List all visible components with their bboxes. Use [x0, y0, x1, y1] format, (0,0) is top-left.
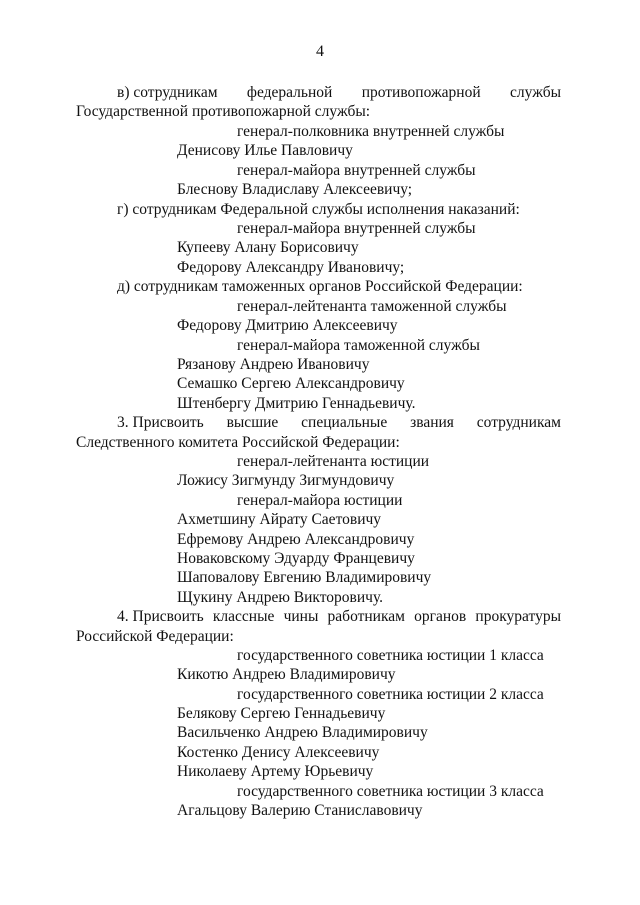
rank-label: государственного советника юстиции 1 класса	[237, 647, 544, 664]
person-name: Штенбергу Дмитрию Геннадьевичу.	[177, 395, 416, 412]
rank-label: государственного советника юстиции 2 класса	[237, 686, 544, 703]
person-name: Щукину Андрею Викторовичу.	[177, 589, 384, 606]
heading-word: прокуратуры	[475, 608, 561, 625]
person-name: Денисову Илье Павловичу	[177, 142, 353, 159]
section-d-heading: д) сотрудникам таможенных органов Российской Федерации:	[117, 278, 523, 295]
person-name: Васильченко Андрею Владимировичу	[177, 724, 428, 741]
person-name: Семашко Сергею Александровичу	[177, 375, 405, 392]
person-name: Николаеву Артему Юрьевичу	[177, 763, 374, 780]
heading-word: классные	[212, 608, 275, 625]
item-3-heading	[117, 413, 561, 432]
person-name: Агальцову Валерию Станиславовичу	[177, 802, 423, 819]
rank-label: генерал-лейтенанта юстиции	[237, 453, 430, 470]
person-name: Костенко Денису Алексеевичу	[177, 744, 380, 761]
person-name: Рязанову Андрею Ивановичу	[177, 356, 370, 373]
heading-word: органов	[414, 608, 467, 625]
person-name: Кикотю Андрею Владимировичу	[177, 666, 396, 683]
rank-label: генерал-майора юстиции	[237, 492, 403, 509]
heading-word: 4. Присвоить	[117, 608, 204, 625]
rank-label: генерал-майора внутренней службы	[237, 220, 476, 237]
person-name: Ефремову Андрею Александровичу	[177, 531, 415, 548]
person-name: Купееву Алану Борисовичу	[177, 239, 359, 256]
section-g-heading: г) сотрудникам Федеральной службы исполнения наказаний:	[117, 201, 520, 218]
section-v-heading	[117, 83, 561, 102]
heading-word: специальные	[301, 414, 388, 431]
person-name: Блеснову Владиславу Алексеевичу;	[177, 181, 413, 198]
person-name: Новаковскому Эдуарду Францевичу	[177, 550, 415, 567]
person-name: Ложису Зигмунду Зигмундовичу	[177, 472, 395, 489]
rank-label: генерал-майора таможенной службы	[237, 337, 480, 354]
item-4-heading	[117, 607, 561, 626]
rank-label: генерал-полковника внутренней службы	[237, 123, 505, 140]
heading-word: службы	[510, 84, 561, 101]
person-name: Федорову Дмитрию Алексеевичу	[177, 317, 398, 334]
heading-word: высшие	[226, 414, 279, 431]
heading-word: звания	[410, 414, 454, 431]
person-name: Шаповалову Евгению Владимировичу	[177, 569, 432, 586]
item-4-heading-tail: Российской Федерации:	[76, 628, 234, 645]
heading-word: в) сотрудникам	[117, 84, 218, 101]
rank-label: генерал-лейтенанта таможенной службы	[237, 298, 507, 315]
heading-word: 3. Присвоить	[117, 414, 204, 431]
section-v-heading-tail: Государственной противопожарной службы:	[76, 103, 371, 120]
page-number: 4	[316, 43, 324, 60]
item-3-heading-tail: Следственного комитета Российской Федерации:	[76, 434, 400, 451]
heading-word: чины	[283, 608, 319, 625]
person-name: Белякову Сергею Геннадьевичу	[177, 705, 386, 722]
heading-word: противопожарной	[361, 84, 481, 101]
heading-word: федеральной	[246, 84, 333, 101]
person-name: Ахметшину Айрату Саетовичу	[177, 511, 382, 528]
heading-word: работникам	[327, 608, 405, 625]
person-name: Федорову Александру Ивановичу;	[177, 259, 405, 276]
heading-word: сотрудникам	[476, 414, 561, 431]
rank-label: государственного советника юстиции 3 класса	[237, 783, 544, 800]
rank-label: генерал-майора внутренней службы	[237, 162, 476, 179]
